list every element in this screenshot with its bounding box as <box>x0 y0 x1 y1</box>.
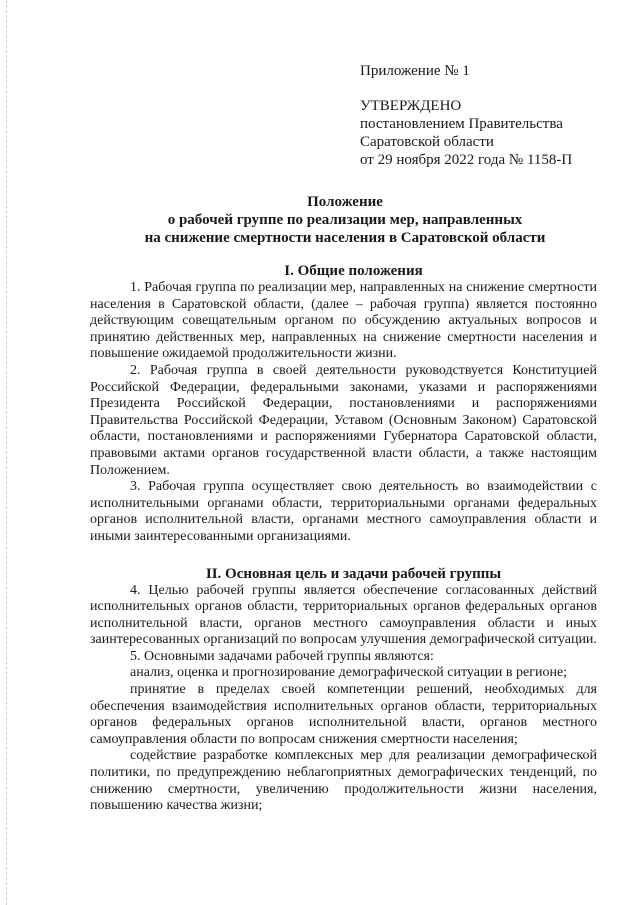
approval-line: Саратовской области <box>360 134 494 150</box>
list-item: принятие в пределах своей компетенции решений, необходимых для обеспечения взаимодействия исполнительных органов области, территориальных органов федеральных органов исполнительной власти, органов местного самоуправления области по вопросам снижения смертности населения; <box>90 682 597 747</box>
scan-edge-line <box>6 0 8 905</box>
list-item: содействие разработке комплексных мер для реализации демографической политики, по предупреждению неблагоприятных демографических тенденций, по снижению смертности, увеличению продолжительности жизни населения, повышению качества жизни; <box>90 748 597 814</box>
document-body <box>90 263 597 815</box>
paragraph: 4. Целью рабочей группы является обеспечение согласованных действий исполнительных органов области, территориальных органов федеральных органов исполнительной власти, органов местного самоуправления области и иных заинтересованных организаций по вопросам улучшения демографической ситуации. <box>90 582 597 648</box>
paragraph: 3. Рабочая группа осуществляет свою деятельность во взаимодействии с исполнительными органами области, территориальными органами федеральных органов исполнительной власти, органами местного самоуправления области и иными заинтересованными организациями. <box>90 479 597 544</box>
paragraph: 1. Рабочая группа по реализации мер, направленных на снижение смертности населения в Саратовской области, (далее – рабочая группа) является постоянно действующим совещательным органом по обсуждению актуальных вопросов и принятию действенных мер, направленных на снижение смертности населения и повышение ожидаемой продолжительности жизни. <box>90 280 597 362</box>
paragraph: 2. Рабочая группа в своей деятельности руководствуется Конституцией Российской Федерации, федеральными законами, указами и распоряжениями Президента Российской Федерации, постановлениями и распоряжениями Правительства Российской Федерации, Уставом (Основным Законом) Саратовской области, постановлениями и распоряжениями Губернатора Саратовской области, правовыми актами органов государственной власти области, а также настоящим Положением. <box>90 362 597 478</box>
section-heading: II. Основная цель и задачи рабочей группы <box>205 565 502 582</box>
title-line: Положение <box>307 194 383 210</box>
list-item: анализ, оценка и прогнозирование демографической ситуации в регионе; <box>130 665 568 681</box>
approved-label: УТВЕРЖДЕНО <box>360 98 462 114</box>
paragraph: 5. Основными задачами рабочей группы являются: <box>130 648 434 664</box>
approval-block <box>360 62 610 169</box>
approval-line: постановлением Правительства <box>360 116 563 132</box>
title-line: о рабочей группе по реализации мер, направленных <box>167 212 523 228</box>
section-heading: I. Общие положения <box>284 263 423 279</box>
appendix-number: Приложение № 1 <box>360 63 470 79</box>
title-line: на снижение смертности населения в Саратовской области <box>144 230 546 246</box>
approval-date-number: от 29 ноября 2022 года № 1158-П <box>360 152 573 168</box>
document-title <box>90 193 600 247</box>
